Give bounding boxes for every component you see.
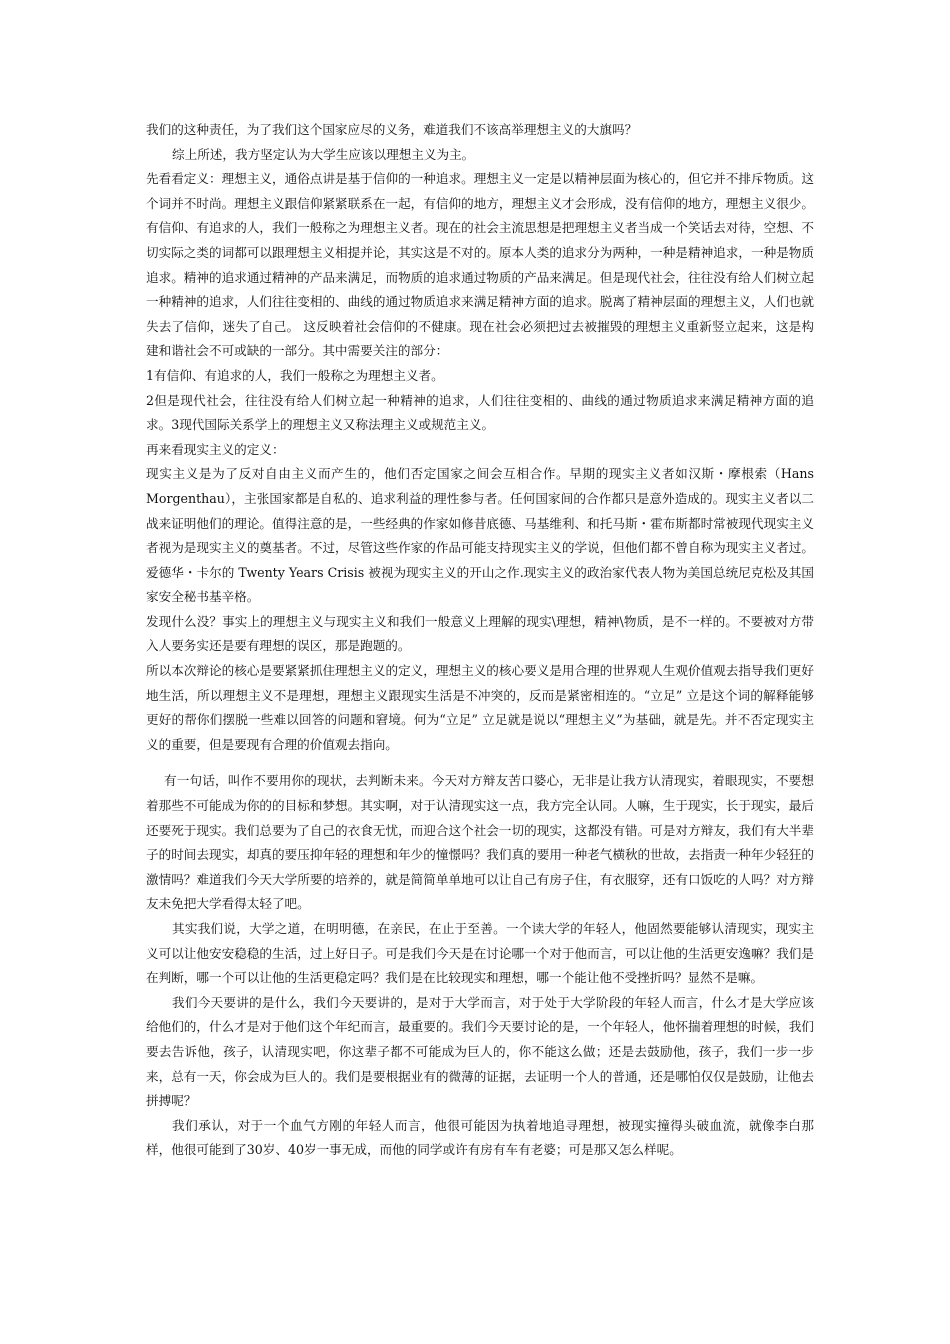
paragraph-13: 我们承认，对于一个血气方刚的年轻人而言，他很可能因为执着地追寻理想，被现实撞得头破血流，就像李白那样，他很可能到了30岁、40岁一事无成，而他的同学或许有房有车有老婆；可是那又怎么样呢。 [146, 1117, 814, 1158]
paragraph-9: 所以本次辩论的核心是要紧紧抓住理想主义的定义，理想主义的核心要义是用合理的世界观人生观价值观去指导我们更好地生活，所以理想主义不是理想，理想主义跟现实生活是不冲突的，反而是紧密相连的。“立足” 立是这个词的解释能够更好的帮你们摆脱一些难以回答的问题和窘境。何为“立足” 立足就是说以“理想主义”为基础，就是先。并不否定现实主义的重要，但是要现有合理的价值观去指向。 [146, 663, 814, 752]
paragraph-12: 我们今天要讲的是什么，我们今天要讲的，是对于大学而言，对于处于大学阶段的年轻人而言，什么才是大学应该给他们的，什么才是对于他们这个年纪而言，最重要的。我们今天要讨论的是，一个年轻人，他怀揣着理想的时候，我们要去告诉他，孩子，认清现实吧，你这辈子都不可能成为巨人的，你不能这么做；还是去鼓励他，孩子，我们一步一步来，总有一天，你会成为巨人的。我们是要根据业有的微薄的证据，去证明一个人的普通，还是哪怕仅仅是鼓励，让他去拼搏呢？ [146, 994, 814, 1109]
paragraph-5: 2但是现代社会，往往没有给人们树立起一种精神的追求，人们往往变相的、曲线的通过物质追求来满足精神方面的追求。3现代国际关系学上的理想主义又称法理主义或规范主义。 [146, 392, 814, 433]
paragraph-8: 发现什么没？事实上的理想主义与现实主义和我们一般意义上理解的现实\理想，精神\物质，是不一样的。不要被对方带入人要务实还是要有理想的误区，那是跑题的。 [146, 613, 814, 654]
paragraph-10: 有一句话，叫作不要用你的现状，去判断未来。今天对方辩友苦口婆心，无非是让我方认清现实，着眼现实，不要想着那些不可能成为你的的目标和梦想。其实啊，对于认清现实这一点，我方完全认同。人嘛，生于现实，长于现实，最后还要死于现实。我们总要为了自己的衣食无忧，而迎合这个社会一切的现实，这都没有错。可是对方辩友，我们有大半辈子的时间去现实，却真的要压抑年轻的理想和年少的憧憬吗？我们真的要用一种老气横秋的世故，去指责一种年少轻狂的激情吗？难道我们今天大学所要的培养的，就是简简单单地可以让自己有房子住，有衣服穿，还有口饭吃的人吗？对方辩友未免把大学看得太轻了吧。 [146, 773, 814, 912]
document-page [146, 118, 814, 1163]
paragraph-6: 再来看现实主义的定义： [146, 441, 285, 457]
paragraph-2: 综上所述，我方坚定认为大学生应该以理想主义为主。 [172, 146, 475, 162]
paragraph-1: 我们的这种责任，为了我们这个国家应尽的义务，难道我们不该高举理想主义的大旗吗？ [146, 122, 638, 137]
paragraph-11: 其实我们说，大学之道，在明明德，在亲民，在止于至善。一个读大学的年轻人，他固然要能够认清现实，现实主义可以让他安安稳稳的生活，过上好日子。可是我们今天是在讨论哪一个对于他而言，可以让他的生活更安逸嘛？我们是在判断，哪一个可以让他的生活更稳定吗？我们是在比较现实和理想，哪一个能让他不受挫折吗？显然不是嘛。 [146, 921, 814, 986]
paragraph-3: 先看看定义：理想主义，通俗点讲是基于信仰的一种追求。理想主义一定是以精神层面为核心的，但它并不排斥物质。这个词并不时尚。理想主义跟信仰紧紧联系在一起，有信仰的地方，理想主义才会形成，没有信仰的地方，理想主义很少。有信仰、有追求的人，我们一般称之为理想主义者。现在的社会主流思想是把理想主义者当成一个笑话去对待，空想、不切实际之类的词都可以跟理想主义相提并论，其实这是不对的。原本人类的追求分为两种，一种是精神追求，一种是物质追求。精神的追求通过精神的产品来满足，而物质的追求通过物质的产品来满足。但是现代社会，往往没有给人们树立起一种精神的追求，人们往往变相的、曲线的通过物质追求来满足精神方面的追求。脱离了精神层面的理想主义，人们也就失去了信仰，迷失了自己。 这反映着社会信仰的不健康。现在社会必须把过去被摧毁的理想主义重新竖立起来，这是构建和谐社会不可或缺的一部分。其中需要关注的部分： [146, 171, 814, 359]
paragraph-4: 1有信仰、有追求的人，我们一般称之为理想主义者。 [146, 367, 444, 383]
paragraph-7: 现实主义是为了反对自由主义而产生的，他们否定国家之间会互相合作。早期的现实主义者如汉斯・摩根索（Hans Morgenthau），主张国家都是自私的、追求利益的理性参与者。任何国家间的合作都只是意外造成的。现实主义者以二战来证明他们的理论。值得注意的是，一些经典的作家如修昔底德、马基维利、和托马斯・霍布斯都时常被现代现实主义者视为是现实主义的奠基者。不过，尽管这些作家的作品可能支持现实主义的学说，但他们都不曾自称为现实主义者过。爱德华・卡尔的 Twenty Years Crisis 被视为现实主义的开山之作.现实主义的政治家代表人物为美国总统尼克松及其国家安全秘书基辛格。 [146, 466, 814, 605]
